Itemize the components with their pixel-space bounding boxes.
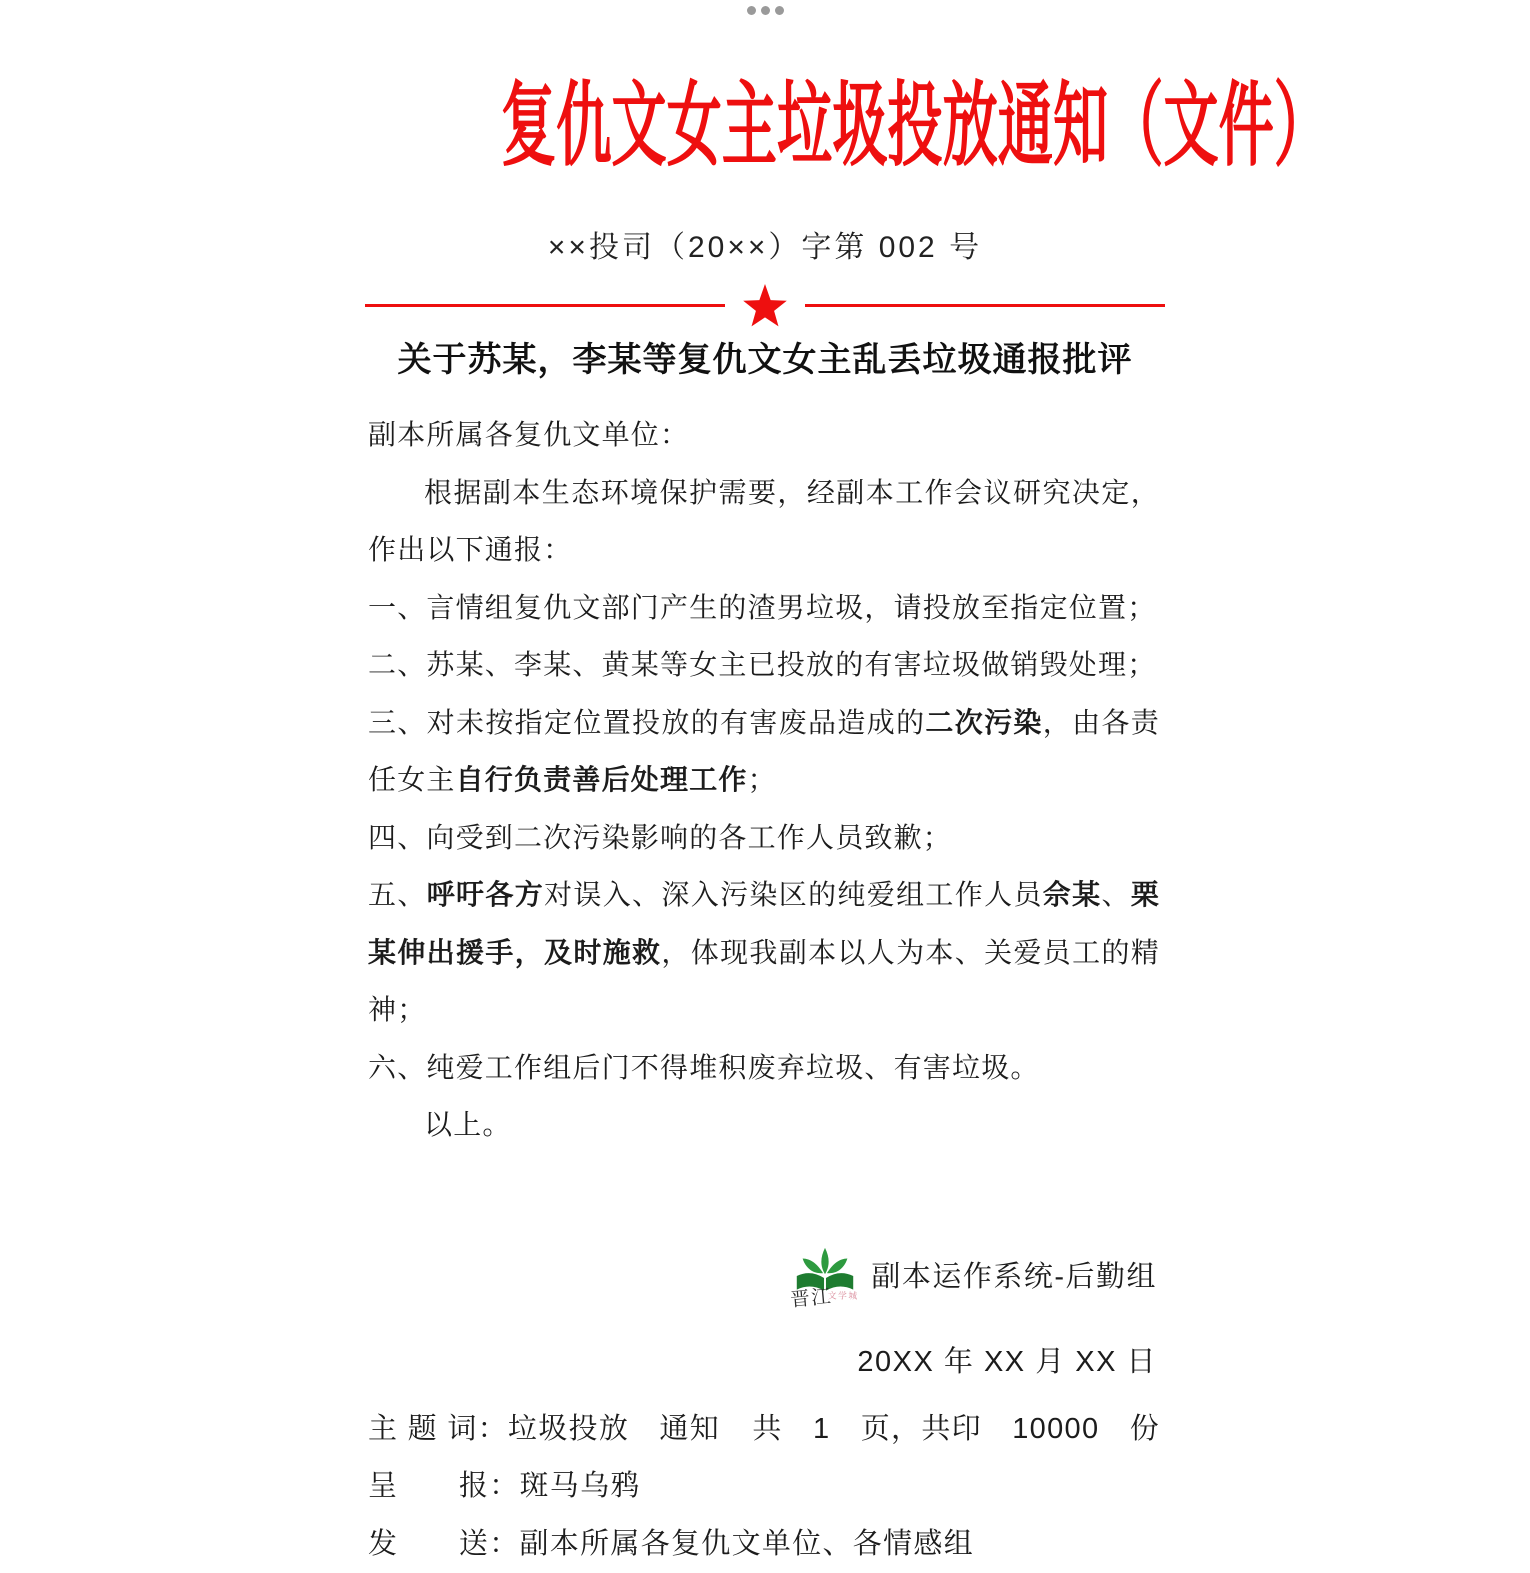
paragraph: 二、苏某、李某、黄某等女主已投放的有害垃圾做销毁处理； bbox=[368, 649, 1157, 681]
send-to: 发 送：副本所属各复仇文单位、各情感组 bbox=[368, 1527, 975, 1560]
dot bbox=[775, 6, 784, 15]
paragraph: 六、纯爱工作组后门不得堆积废弃垃圾、有害垃圾。 bbox=[368, 1051, 1040, 1083]
divider-line-right bbox=[805, 304, 1165, 307]
red-divider bbox=[365, 280, 1165, 330]
dot bbox=[747, 6, 756, 15]
paragraph: 副本所属各复仇文单位： bbox=[368, 419, 690, 451]
logo-calligraphy-text: 晋江 bbox=[789, 1285, 834, 1312]
footer-line-subject bbox=[368, 1401, 1160, 1459]
subject-words: 主 题 词：垃圾投放 通知 bbox=[368, 1412, 721, 1445]
logo-sub-text: 文学城 bbox=[828, 1290, 859, 1301]
paragraph: 根据副本生态环境保护需要，经副本工作会议研究决定，作出以下通报： bbox=[368, 476, 1160, 566]
document-number: ××投司（20××）字第 002 号 bbox=[547, 231, 983, 265]
paragraph: 五、呼吁各方对误入、深入污染区的纯爱组工作人员佘某、栗某伸出援手，及时施救，体现我副本以人为本、关爱员工的精神； bbox=[368, 879, 1161, 1026]
signature-block bbox=[225, 1242, 1157, 1391]
document-title bbox=[225, 75, 1330, 177]
star-icon bbox=[743, 281, 787, 329]
issue-date: 20XX 年 XX 月 XX 日 bbox=[857, 1345, 1157, 1378]
paragraph: 三、对未按指定位置投放的有害废品造成的二次污染，由各责任女主自行负责善后处理工作； bbox=[368, 706, 1160, 796]
submit-to: 呈 报：斑马乌鸦 bbox=[368, 1470, 641, 1503]
divider-line-left bbox=[365, 304, 725, 307]
issuing-org: 副本运作系统-后勤组 bbox=[871, 1260, 1157, 1293]
notice-body bbox=[368, 406, 1160, 1154]
document-footer bbox=[368, 1401, 1160, 1573]
print-info: 共 1 页，共印 10000 份 bbox=[752, 1412, 1160, 1445]
paragraph: 四、向受到二次污染影响的各工作人员致歉； bbox=[368, 821, 953, 853]
notice-heading: 关于苏某，李某等复仇文女主乱丢垃圾通报批评 bbox=[397, 341, 1133, 380]
dot bbox=[761, 6, 770, 15]
jinjiang-logo-icon bbox=[789, 1242, 861, 1314]
document-page bbox=[225, 0, 1330, 1560]
ellipsis-icon bbox=[225, 0, 1305, 15]
paragraph: 以上。 bbox=[424, 1109, 512, 1141]
paragraph: 一、言情组复仇文部门产生的渣男垃圾，请投放至指定位置； bbox=[368, 591, 1157, 623]
document-title-text: 复仇文女主垃圾投放通知（文件） bbox=[501, 75, 1330, 177]
signature-org-row bbox=[789, 1242, 1157, 1312]
